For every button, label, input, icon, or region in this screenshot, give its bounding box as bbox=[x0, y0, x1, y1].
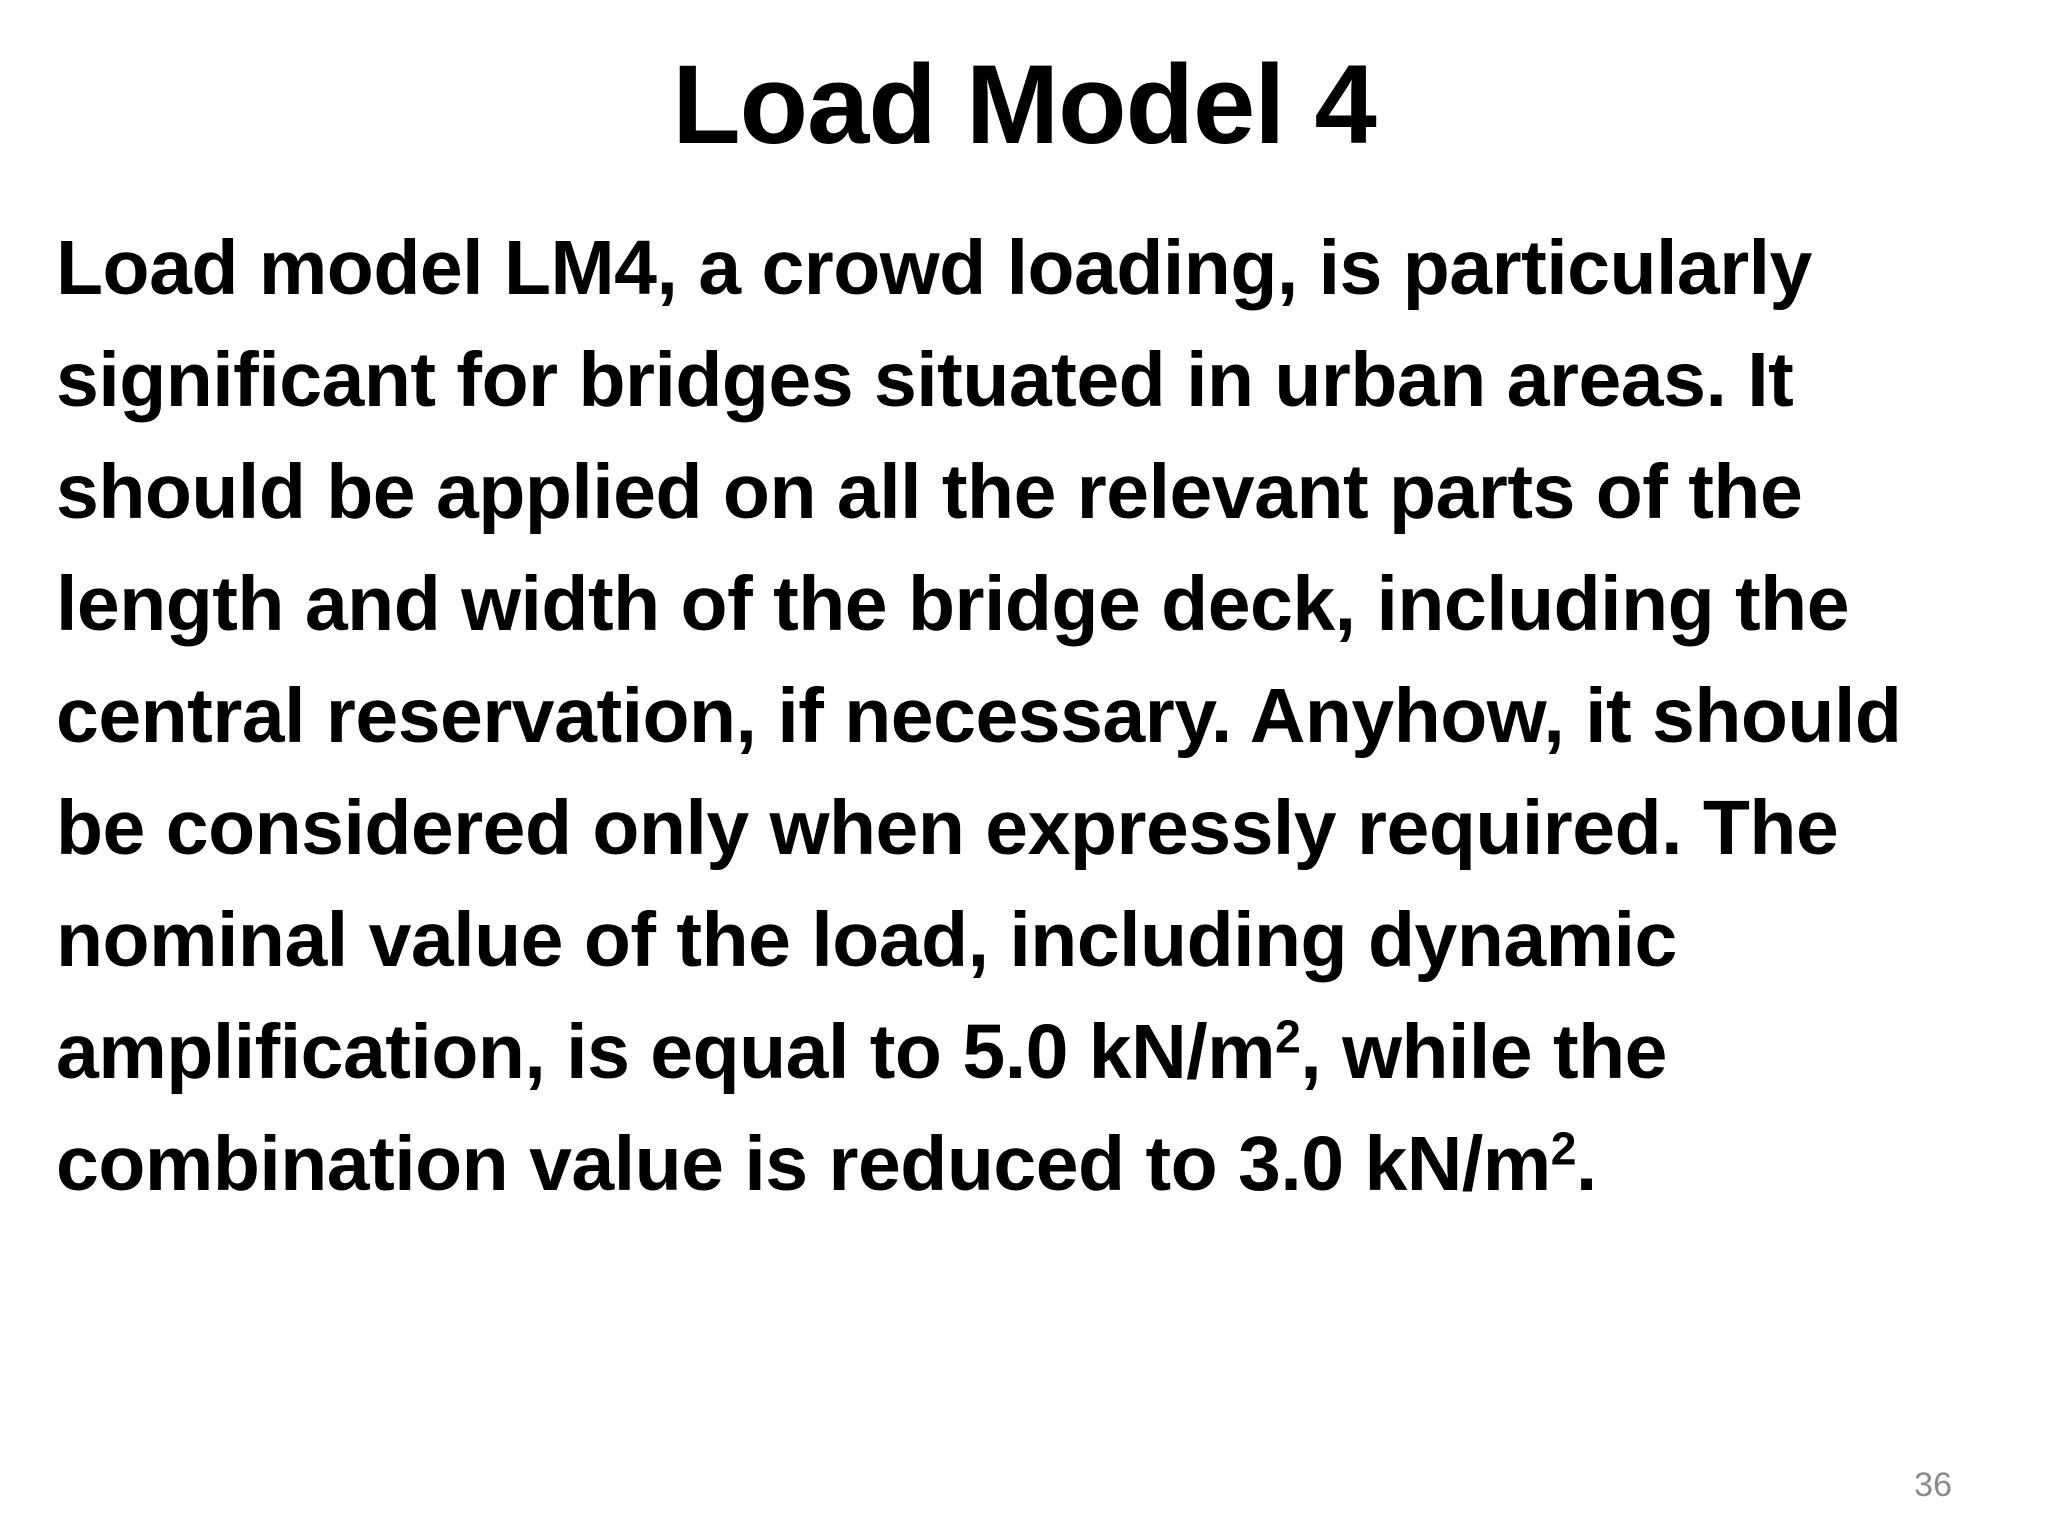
body-line: should be applied on all the relevant parts of the bbox=[56, 449, 1803, 535]
body-line-combination-value bbox=[56, 1108, 2016, 1220]
slide-title: Load Model 4 bbox=[672, 42, 1376, 167]
body-line-text: . bbox=[1575, 1121, 1597, 1207]
page-number: 36 bbox=[1914, 1466, 1952, 1504]
slide-body bbox=[56, 212, 2016, 1220]
body-line-text: combination value is reduced to 3.0 kN/m bbox=[56, 1121, 1551, 1207]
body-line: length and width of the bridge deck, including the bbox=[56, 561, 1850, 647]
body-line-text: amplification, is equal to 5.0 kN/m bbox=[56, 1009, 1276, 1095]
body-line: nominal value of the load, including dynamic bbox=[56, 897, 1677, 983]
body-line-nominal-value bbox=[56, 996, 2016, 1108]
superscript: 2 bbox=[1550, 1122, 1576, 1175]
body-line: significant for bridges situated in urban areas. It bbox=[56, 337, 1794, 423]
body-line: Load model LM4, a crowd loading, is particularly bbox=[56, 225, 1812, 311]
body-line: be considered only when expressly required. The bbox=[56, 785, 1839, 871]
body-line-text: , while the bbox=[1300, 1009, 1667, 1095]
body-line: central reservation, if necessary. Anyhow, it should bbox=[56, 673, 1902, 759]
superscript: 2 bbox=[1275, 1010, 1301, 1063]
